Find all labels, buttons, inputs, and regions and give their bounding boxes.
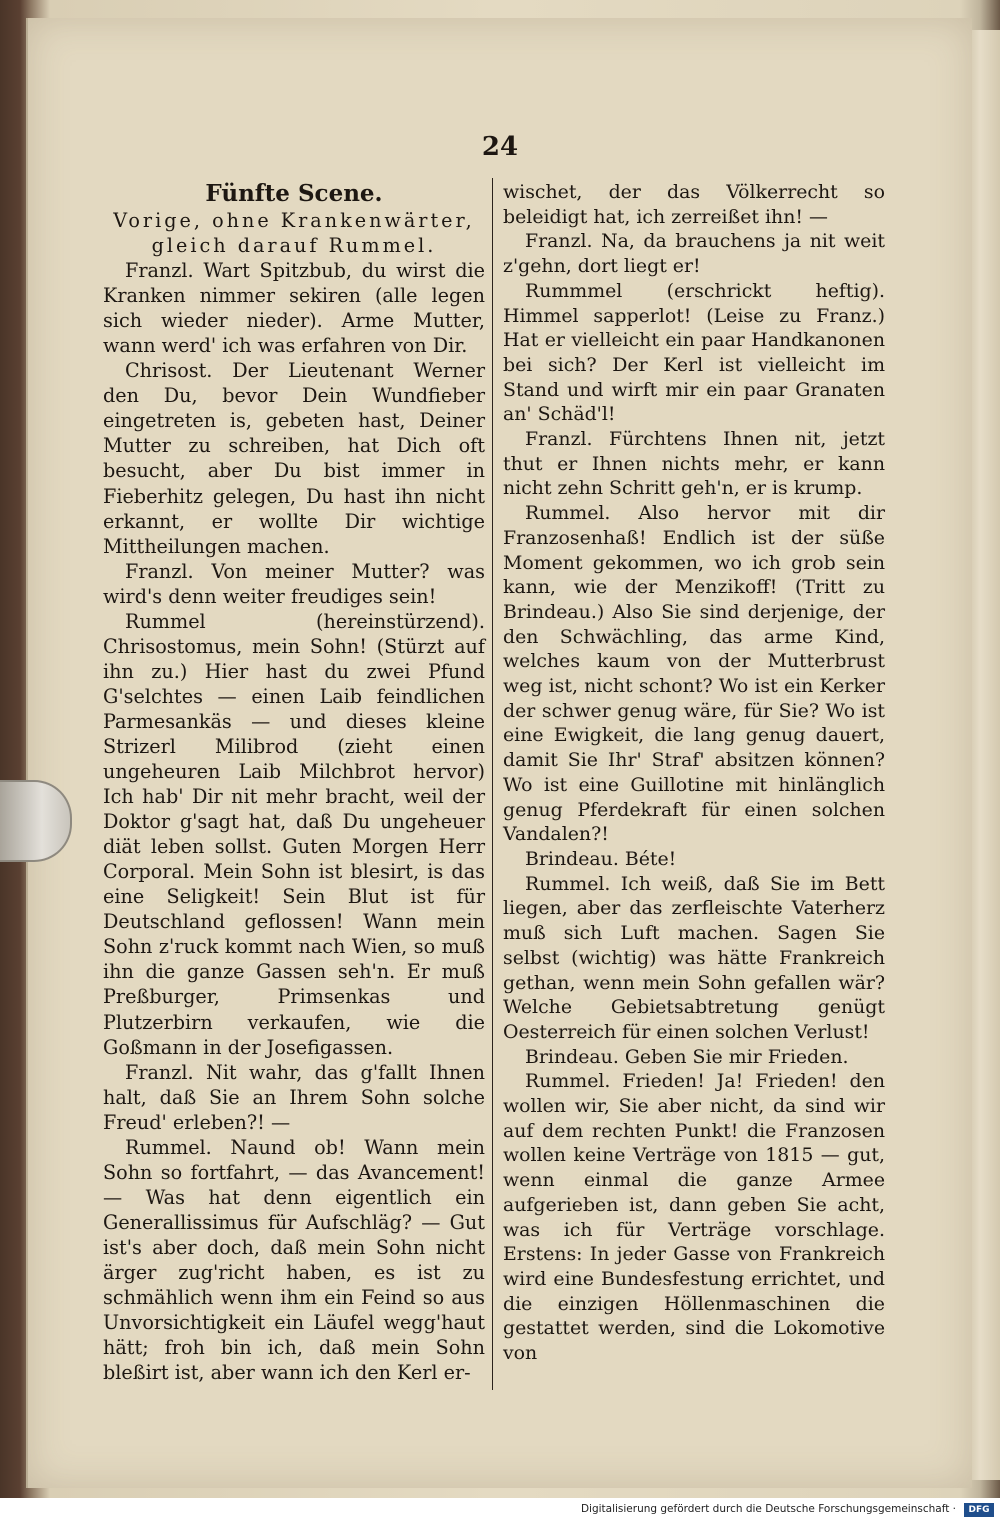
paragraph: Brindeau. Geben Sie mir Frieden. (525, 1045, 849, 1068)
paragraph: Rummel. Ich weiß, daß Sie im Bett liegen, aber das zerfleischte Vaterherz muß sich Luft machen. Sagen Sie selbst (wichtig) was hätte Frankreich gethan, wenn mein Sohn gefallen wär? Welche Gebietsabtretung genügt Oesterreich für einen solchen Verlust! (503, 872, 885, 1043)
paragraph: Franzl. Nit wahr, das g'fallt Ihnen halt, daß Sie an Ihrem Sohn solche Freud' erleben?! — (103, 1060, 485, 1134)
paragraph: Franzl. Wart Spitzbub, du wirst die Kranken nimmer sekiren (alle legen sich wieder nieder). Arme Mutter, wann werd' ich was erfahren von Dir. (103, 259, 485, 358)
paragraph: Brindeau. Béte! (525, 847, 677, 870)
scene-heading: Fünfte Scene. (205, 180, 383, 207)
funding-notice: Digitalisierung gefördert durch die Deutsche Forschungsgemeinschaft · (580, 1503, 956, 1515)
paragraph: Rummel. Frieden! Ja! Frieden! den wollen wir, Sie aber nicht, da sind wir auf dem rechten Punkt! die Franzosen wollen keine Verträge von 1815 — gut, wenn einmal die ganze Armee aufgerieben ist, dann geben Sie acht, was ich für Verträge vorschlage. Erstens: In jeder Gasse von Frankreich wird eine Bundesfestung errichtet, und die einzigen Höllenmaschinen die gestattet werden, sind die Lokomotive von (503, 1070, 885, 1365)
paragraph: Rummel. Also hervor mit dir Franzosenhaß! Endlich ist der süße Moment gekommen, wo ich grob sein kann, wie der Menzikoff! (Tritt zu Brindeau.) Also Sie sind derjenige, der den Schwächling, das arme Kind, welches kaum von der Mutterbrust weg ist, nicht schont? Wo ist ein Kerker der schwer genug wäre, für Sie? Wo ist eine Ewigkeit, die lang genug dauert, damit Sie Ihr' Straf' absitzen können? Wo ist eine Guillotine mit hinlänglich genug Pferdekraft für einen solchen Vandalen?! (503, 502, 885, 846)
stage-direction: Vorige, ohne Krankenwärter, gleich darauf Rummel. (113, 209, 475, 258)
right-column (503, 180, 885, 1366)
paragraph: Chrisost. Der Lieutenant Werner den Du, bevor Dein Wundfieber eingetreten is, gebeten hast, Deiner Mutter zu schreiben, hat Dich oft besucht, aber Du bist immer in Fieberhitz gelegen, Du hast ihn nicht erkannt, er wollte Dir wichtige Mittheilungen machen. (103, 359, 485, 558)
paragraph: wischet, der das Völkerrecht so beleidigt hat, ich zerreißet ihn! — (503, 181, 885, 228)
paragraph: Franzl. Na, da brauchens ja nit weit z'gehn, dort liegt er! (503, 230, 885, 278)
dfg-logo: DFG (964, 1503, 994, 1517)
left-column (103, 180, 485, 1385)
paragraph: Rummel (hereinstürzend). Chrisostomus, mein Sohn! (Stürzt auf ihn zu.) Hier hast du zwei Pfund G'selchtes — einen Laib feindlichen Parmesankäs — und dieses kleine Strizerl Milibrod (zieht einen ungeheuren Laib Milchbrot hervor) Ich hab' Dir nit mehr bracht, weil der Doktor g'sagt hat, daß Du ungeheuer diät leben sollst. Guten Morgen Herr Corporal. Mein Sohn ist blesirt, is das eine Seligkeit! Sein Blut ist für Deutschland geflossen! Wann mein Sohn z'ruck kommt nach Wien, so muß ihn die ganze Gassen seh'n. Er muß Preßburger, Primsenkas und Plutzerbirn verkaufen, wie die Goßmann in der Josefigassen. (103, 609, 485, 1059)
column-divider (492, 178, 493, 1390)
page-number: 24 (481, 132, 519, 162)
paragraph: Rummel. Naund ob! Wann mein Sohn so fortfahrt, — das Avancement! — Was hat denn eigentlich ein Generallissimus für Aufschläg? — Gut ist's aber doch, daß mein Sohn nicht ärger zug'richt haben, es ist zu schmählich wenn ihm ein Feind so aus Unvorsichtigkeit ein Läufel wegg'haut hätt; froh bin ich, daß mein Sohn bleßirt ist, aber wann ich den Kerl er- (103, 1135, 485, 1385)
paragraph: Franzl. Von meiner Mutter? was wird's denn weiter freudiges sein! (103, 559, 485, 608)
paragraph: Franzl. Fürchtens Ihnen nit, jetzt thut er Ihnen nichts mehr, er kann nicht zehn Schritt geh'n, er is krump. (503, 428, 885, 500)
paragraph: Rummmel (erschrickt heftig). Himmel sapperlot! (Leise zu Franz.) Hat er vielleicht ein paar Handkanonen bei sich? Der Kerl ist vielleicht im Stand und wirft mir ein paar Granaten an' Schäd'l! (503, 279, 885, 426)
page-clip (0, 780, 72, 862)
footer-bar (0, 1498, 1000, 1522)
